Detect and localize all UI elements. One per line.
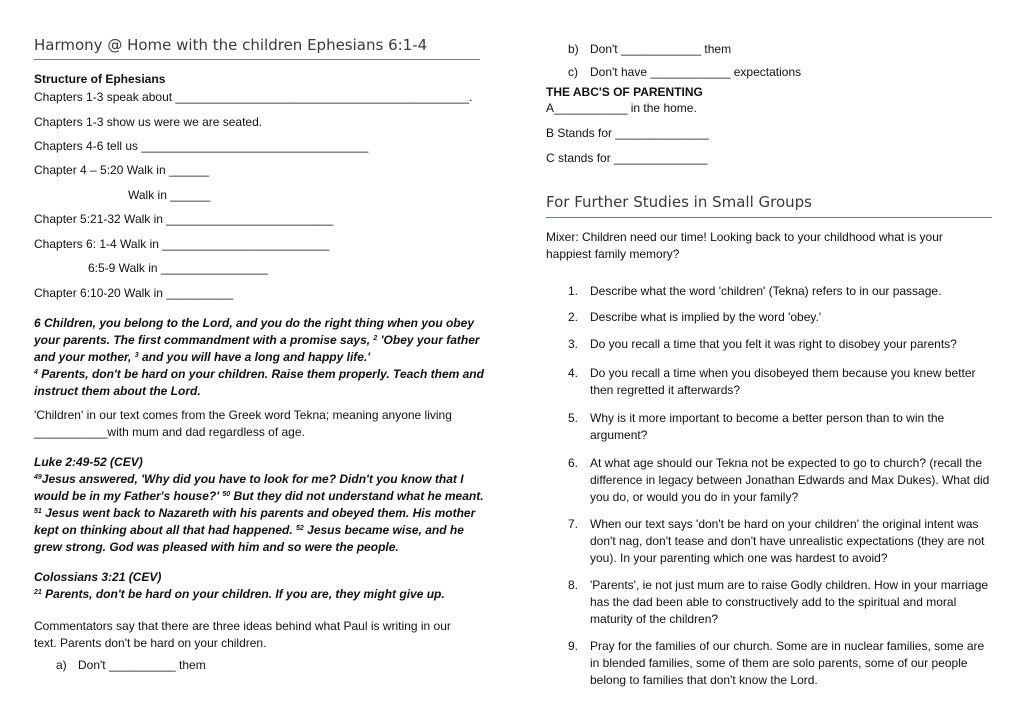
item-b-text: Don't ____________ them	[590, 42, 732, 56]
question-text: Describe what is implied by the word 'obey.'	[590, 310, 822, 324]
question-6	[568, 455, 992, 506]
question-7	[568, 516, 992, 567]
ephesians-passage	[34, 315, 484, 400]
eph-frag-2: and you will have a long and happy life.'	[141, 350, 371, 364]
question-number: 7.	[568, 517, 579, 531]
luke-reference: Luke 2:49-52 (CEV)	[34, 455, 143, 469]
eph-sup-3: 3	[134, 352, 139, 359]
tekna-line-1: 'Children' in our text comes from the Greek word Tekna; meaning anyone living	[34, 408, 452, 422]
luke-line-6: Jesus became wise, and he	[307, 523, 464, 537]
item-a-label: a)	[56, 658, 67, 672]
question-text: 'Parents', ie not just mum are to raise Godly children. How in your marriage has the dad been able to constructively add to the spiritual and moral maturity of the children?	[590, 578, 989, 626]
structure-heading: Structure of Ephesians	[34, 72, 166, 86]
question-number: 1.	[568, 284, 579, 298]
eph-line-3: and your mother,	[34, 350, 135, 364]
luke-line-5: kept on thinking about all that had happened.	[34, 523, 297, 537]
item-c-text: Don't have ____________ expectations	[590, 65, 802, 79]
luke-passage	[34, 454, 484, 556]
commentators-line-2: text. Parents don't be hard on your children.	[34, 636, 267, 650]
structure-line-5: Walk in ______	[128, 188, 211, 202]
luke-sup-50: 50	[222, 491, 231, 498]
tekna-line-2: ___________with mum and dad regardless of age.	[34, 425, 305, 439]
luke-line-3: But they did not understand what he meant.	[233, 489, 484, 503]
abc-line-b: B Stands for ______________	[546, 126, 709, 140]
luke-line-7: grew strong. God was pleased with him and so were the people.	[34, 540, 399, 554]
structure-line-9: Chapter 6:10-20 Walk in __________	[34, 286, 234, 300]
eph-line-1: 6 Children, you belong to the Lord, and you do the right thing when you obey	[34, 316, 474, 330]
eph-line-5: instruct them about the Lord.	[34, 384, 201, 398]
colossians-reference: Colossians 3:21 (CEV)	[34, 570, 162, 584]
question-text: Describe what the word 'children' (Tekna) refers to in our passage.	[590, 284, 942, 298]
item-a-text: Don't __________ them	[78, 658, 206, 672]
luke-sup-49: 49	[34, 474, 42, 481]
question-4	[568, 365, 992, 399]
question-3	[568, 336, 992, 353]
commentators-line-1: Commentators say that there are three ideas behind what Paul is writing in our	[34, 619, 451, 633]
structure-line-4: Chapter 4 – 5:20 Walk in ______	[34, 163, 210, 177]
question-number: 6.	[568, 456, 579, 470]
luke-line-4: Jesus went back to Nazareth with his parents and obeyed them. His mother	[45, 506, 476, 520]
structure-line-7: Chapters 6: 1-4 Walk in _________________________	[34, 237, 330, 251]
colossians-passage	[34, 569, 480, 603]
question-text: Do you recall a time that you felt it was right to disobey your parents?	[590, 337, 957, 351]
tekna-paragraph	[34, 407, 480, 441]
structure-line-6: Chapter 5:21-32 Walk in _________________________	[34, 212, 334, 226]
mixer-line-1: Mixer: Children need our time! Looking back to your childhood what is your	[546, 230, 943, 244]
small-groups-underline	[546, 217, 992, 218]
mixer-paragraph	[546, 229, 992, 263]
mixer-line-2: happiest family memory?	[546, 247, 680, 261]
question-text: Why is it more important to become a better person than to win the argument?	[590, 411, 945, 442]
eph-sup-4: 4	[34, 369, 38, 376]
luke-line-2: would be in my Father's house?'	[34, 489, 223, 503]
question-number: 3.	[568, 337, 579, 351]
question-text: Pray for the families of our church. Some are in nuclear families, some are in blended families, some of them are solo parents, some of our people belong to families that don't know the Lord.	[590, 639, 985, 687]
abc-line-c: C stands for ______________	[546, 151, 708, 165]
abc-heading: THE ABC'S OF PARENTING	[546, 85, 703, 99]
question-text: When our text says 'don't be hard on your children' the original intent was don't nag, don't tease and don't have unrealistic expectations (they are not you). In your parenting which one was hardest to avoid?	[590, 517, 985, 565]
structure-line-2: Chapters 1-3 show us were we are seated.	[34, 115, 263, 129]
question-number: 9.	[568, 639, 579, 653]
question-number: 5.	[568, 411, 579, 425]
question-number: 8.	[568, 578, 579, 592]
question-1	[568, 283, 992, 300]
colossians-text: Parents, don't be hard on your children. If you are, they might give up.	[45, 587, 445, 601]
question-8	[568, 577, 992, 628]
eph-frag-1: 'Obey your father	[380, 333, 480, 347]
eph-line-4: Parents, don't be hard on your children. Raise them properly. Teach them and	[41, 367, 484, 381]
commentators-paragraph	[34, 618, 480, 652]
item-c-label: c)	[568, 65, 578, 79]
small-groups-title: For Further Studies in Small Groups	[546, 193, 813, 211]
question-5	[568, 410, 992, 444]
question-2	[568, 309, 992, 326]
eph-line-2: your parents. The first commandment with a promise says,	[34, 333, 374, 347]
structure-line-8: 6:5-9 Walk in ________________	[88, 261, 268, 275]
question-number: 2.	[568, 310, 579, 324]
abc-line-a: A___________ in the home.	[546, 101, 697, 115]
luke-sup-52: 52	[296, 525, 304, 532]
colossians-sup-21: 21	[34, 589, 42, 596]
luke-sup-51: 51	[34, 508, 42, 515]
eph-sup-2: 2	[373, 335, 378, 342]
structure-line-1: Chapters 1-3 speak about ____________________________________________.	[34, 90, 473, 104]
title-underline	[34, 59, 480, 60]
question-text: Do you recall a time when you disobeyed them because you knew better then regretted it afterwards?	[590, 366, 976, 397]
item-b-label: b)	[568, 42, 579, 56]
luke-line-1: Jesus answered, 'Why did you have to look for me? Didn't you know that I	[41, 472, 464, 486]
page-title: Harmony @ Home with the children Ephesians 6:1-4	[34, 36, 428, 54]
structure-line-3: Chapters 4-6 tell us __________________________________	[34, 139, 369, 153]
question-9	[568, 638, 992, 689]
question-text: At what age should our Tekna not be expected to go to church? (recall the difference in legacy between Jonathan Edwards and Max Dukes). What did you do, or would you do in your family?	[590, 456, 990, 504]
question-number: 4.	[568, 366, 579, 380]
